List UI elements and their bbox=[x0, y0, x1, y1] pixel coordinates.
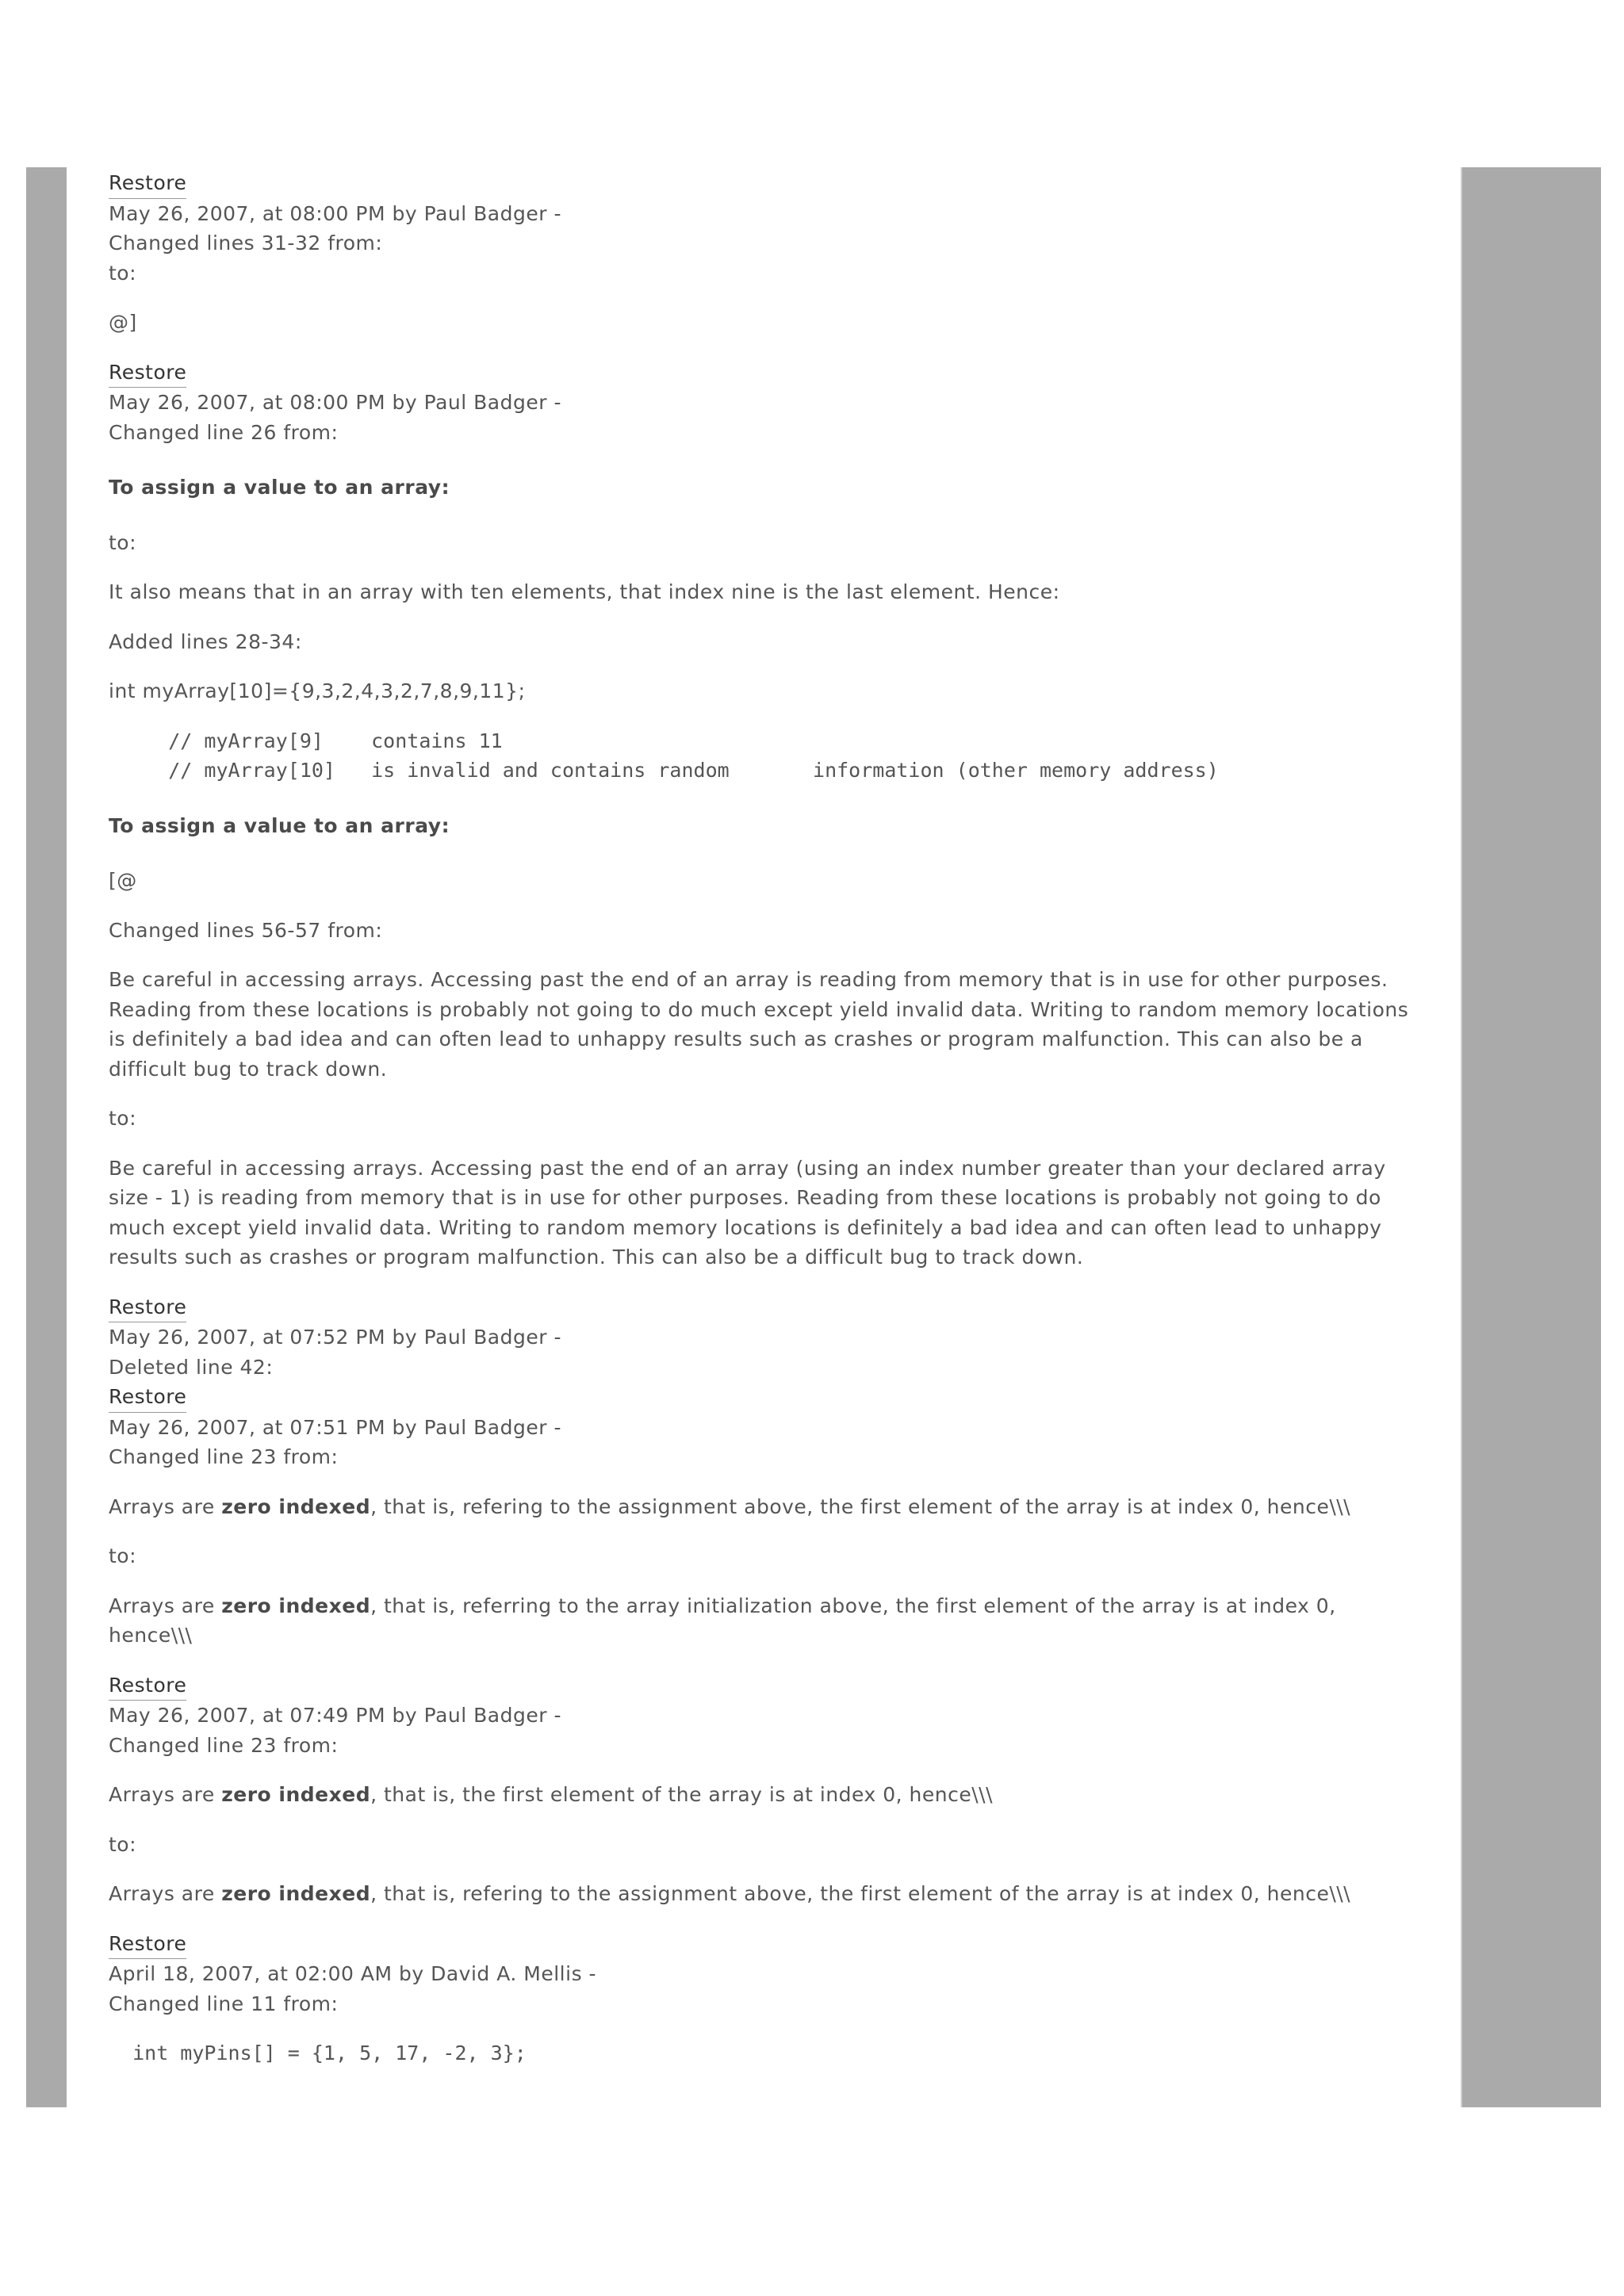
right-sidebar-bar bbox=[1461, 167, 1601, 2107]
left-sidebar-bar bbox=[26, 167, 67, 2107]
change-summary: Changed lines 31-32 from: bbox=[109, 232, 383, 254]
restore-link[interactable]: Restore bbox=[109, 1929, 186, 1960]
emphasis-text: zero indexed bbox=[221, 1783, 371, 1806]
change-summary: Deleted line 42: bbox=[109, 1355, 274, 1379]
code-line: // myArray[10] is invalid and contains random information (other memory address) bbox=[109, 759, 1219, 782]
revision-entry bbox=[109, 1382, 1417, 1472]
to-label: to: bbox=[109, 1107, 137, 1130]
changed-text-after bbox=[109, 1591, 1417, 1651]
revision-meta: April 18, 2007, at 02:00 AM by David A. Mellis - bbox=[109, 1962, 597, 1985]
restore-link[interactable]: Restore bbox=[109, 1670, 186, 1701]
code-block bbox=[109, 726, 1417, 786]
text-run: , that is, refering to the assignment above, the first element of the array is at index 0, hence\\\ bbox=[370, 1494, 1351, 1518]
text-run: Arrays are bbox=[109, 1494, 222, 1518]
code-initializer: int myArray[10]={9,3,2,4,3,2,7,8,9,11}; bbox=[109, 679, 526, 702]
changed-text-before: Be careful in accessing arrays. Accessing past the end of an array is reading from memory that is in use for other purposes. Reading from these locations is probably not going to do much except yield invalid data. Writing to random memory locations is definitely a bad idea and can often lead to unhappy results such as crashes or program malfunction. This can also be a difficult bug to track down. bbox=[109, 968, 1409, 1081]
text-run: , that is, referring to the array initialization above, the first element of the array is at index 0, hence\\\ bbox=[109, 1594, 1336, 1647]
restore-link[interactable]: Restore bbox=[109, 168, 186, 199]
restore-link[interactable]: Restore bbox=[109, 1292, 186, 1323]
revision-entry bbox=[109, 1670, 1417, 1761]
to-label: to: bbox=[109, 261, 137, 285]
added-summary: Added lines 28-34: bbox=[109, 629, 302, 653]
emphasis-text: zero indexed bbox=[221, 1882, 371, 1905]
revision-entry bbox=[109, 1292, 1417, 1383]
code-block: int myPins[] = {1, 5, 17, -2, 3}; bbox=[109, 2042, 527, 2064]
changed-text-after bbox=[109, 1879, 1417, 1909]
to-label: to: bbox=[109, 530, 137, 554]
emphasis-text: zero indexed bbox=[221, 1594, 371, 1617]
change-summary: Changed line 26 from: bbox=[109, 420, 339, 444]
revision-meta: May 26, 2007, at 07:49 PM by Paul Badger - bbox=[109, 1704, 561, 1727]
to-label: to: bbox=[109, 1544, 137, 1567]
revision-entry bbox=[109, 1929, 1417, 2019]
change-summary: Changed line 11 from: bbox=[109, 1992, 339, 2015]
to-label: to: bbox=[109, 1832, 137, 1856]
restore-link[interactable]: Restore bbox=[109, 1382, 186, 1413]
section-heading: To assign a value to an array: bbox=[109, 813, 450, 837]
text-run: , that is, refering to the assignment above, the first element of the array is at index 0, hence\\\ bbox=[370, 1882, 1351, 1905]
changed-text: It also means that in an array with ten elements, that index nine is the last element. Hence: bbox=[109, 580, 1060, 603]
restore-link[interactable]: Restore bbox=[109, 358, 186, 388]
text-run: Arrays are bbox=[109, 1783, 222, 1806]
changed-text-before bbox=[109, 1780, 1417, 1810]
text-run: , that is, the first element of the array is at index 0, hence\\\ bbox=[370, 1783, 994, 1806]
revision-history bbox=[109, 168, 1417, 2094]
revision-entry bbox=[109, 358, 1417, 448]
section-heading: To assign a value to an array: bbox=[109, 476, 450, 499]
revision-meta: May 26, 2007, at 07:51 PM by Paul Badger - bbox=[109, 1415, 561, 1439]
revision-entry bbox=[109, 168, 1417, 288]
changed-text: @] bbox=[109, 311, 137, 334]
revision-meta: May 26, 2007, at 08:00 PM by Paul Badger - bbox=[109, 201, 561, 225]
revision-meta: May 26, 2007, at 07:52 PM by Paul Badger - bbox=[109, 1326, 561, 1349]
changed-text-before bbox=[109, 1492, 1417, 1522]
emphasis-text: zero indexed bbox=[221, 1494, 371, 1518]
text-run: Arrays are bbox=[109, 1594, 222, 1617]
code-line: // myArray[9] contains 11 bbox=[109, 729, 503, 752]
change-summary: Changed line 23 from: bbox=[109, 1733, 339, 1757]
changed-text-after: Be careful in accessing arrays. Accessing past the end of an array (using an index number greater than your declared array size - 1) is reading from memory that is in use for other purposes. Reading from these locations is probably not going to do much except yield invalid data. Writing to random memory locations is definitely a bad idea and can often lead to unhappy results such as crashes or program malfunction. This can also be a difficult bug to track down. bbox=[109, 1156, 1386, 1269]
change-summary: Changed line 23 from: bbox=[109, 1445, 339, 1468]
code-marker: [@ bbox=[109, 869, 137, 892]
text-run: Arrays are bbox=[109, 1882, 222, 1905]
revision-meta: May 26, 2007, at 08:00 PM by Paul Badger - bbox=[109, 391, 561, 414]
change-summary: Changed lines 56-57 from: bbox=[109, 918, 383, 942]
